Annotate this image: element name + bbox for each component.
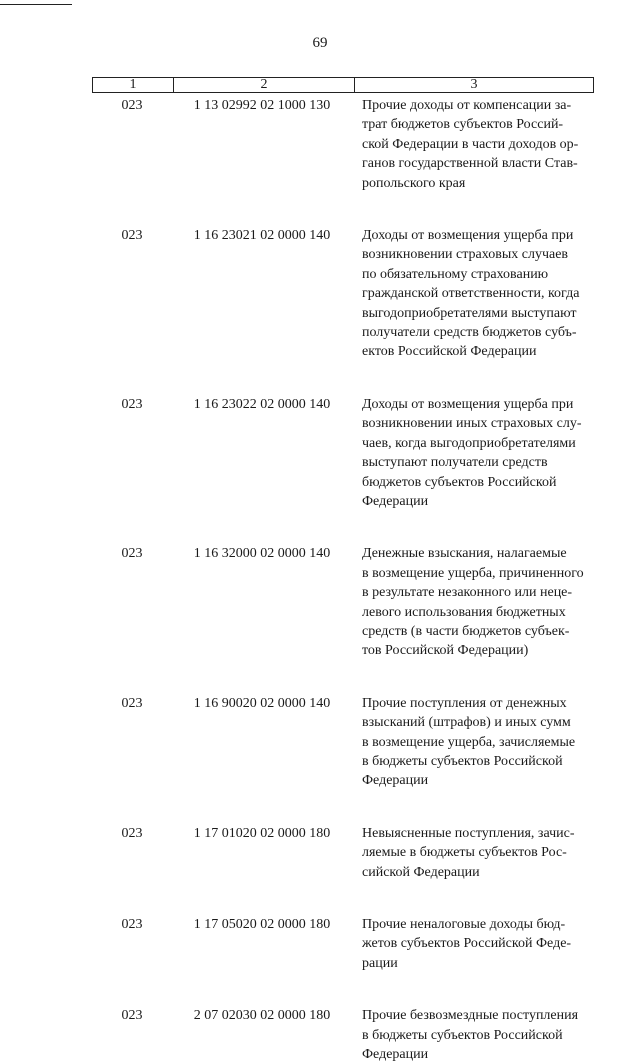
description-cell: Прочие неналоговые доходы бюд- жетов субъектов Российской Феде- рации — [362, 917, 572, 971]
description-cell: Денежные взыскания, налагаемые в возмещение ущерба, причиненного в результате незаконного или неце- левого использования бюджетных средств (в части бюджетов субъек- тов Российской Федерации) — [362, 546, 584, 659]
kbk-code-cell: 1 16 23022 02 0000 140 — [193, 396, 331, 412]
column-header-3: 3 — [470, 77, 478, 92]
admin-code-cell: 023 — [121, 546, 143, 562]
table-row — [92, 1006, 594, 1064]
table-row — [92, 96, 594, 193]
admin-code-cell: 023 — [121, 228, 143, 244]
kbk-code-cell: 1 17 01020 02 0000 180 — [193, 825, 331, 841]
description-cell: Прочие доходы от компенсации за- трат бюджетов субъектов Россий- ской Федерации в части доходов ор- ганов государственной власти Став- ропольского края — [362, 98, 579, 191]
admin-code-cell: 023 — [121, 1008, 143, 1024]
column-header-2: 2 — [174, 78, 355, 92]
corner-mark-line — [0, 4, 72, 5]
description-cell: Прочие поступления от денежных взысканий (штрафов) и иных сумм в возмещение ущерба, зачисляемые в бюджеты субъектов Российской Федерации — [362, 695, 576, 789]
table-row — [92, 544, 594, 660]
table-body — [92, 96, 594, 1064]
description-cell: Доходы от возмещения ущерба при возникновении страховых случаев по обязательному страхованию гражданской ответственности, когда выгодоприобретателями выступают получатели средств бюджетов субъ- ектов Российской Федерации — [362, 228, 580, 360]
admin-code-cell: 023 — [121, 917, 143, 932]
kbk-code-cell: 2 07 02030 02 0000 180 — [193, 1008, 331, 1024]
description-cell: Невыясненные поступления, зачис- ляемые в бюджеты субъектов Рос- сийской Федерации — [362, 825, 575, 880]
column-header-1: 1 — [93, 78, 174, 92]
description-cell: Доходы от возмещения ущерба при возникновении иных страховых слу- чаев, когда выгодоприобретателями выступают получатели средств бюджетов субъектов Российской Федерации — [362, 396, 582, 509]
kbk-code-cell: 1 16 90020 02 0000 140 — [193, 695, 331, 711]
table-row — [92, 395, 594, 511]
kbk-code-cell: 1 16 23021 02 0000 140 — [193, 228, 331, 244]
admin-code-cell: 023 — [121, 825, 143, 841]
description-cell: Прочие безвозмездные поступления в бюджеты субъектов Российской Федерации — [362, 1008, 579, 1063]
admin-code-cell: 023 — [121, 396, 143, 412]
kbk-code-cell: 1 17 05020 02 0000 180 — [193, 917, 331, 932]
kbk-code-cell: 1 16 32000 02 0000 140 — [193, 546, 331, 562]
table-row — [92, 915, 594, 973]
table-row — [92, 824, 594, 882]
admin-code-cell: 023 — [121, 695, 143, 711]
kbk-code-cell: 1 13 02992 02 1000 130 — [193, 98, 331, 113]
table-column-header — [92, 77, 594, 93]
table-row — [92, 226, 594, 362]
table-row — [92, 694, 594, 791]
admin-code-cell: 023 — [121, 98, 143, 113]
page-number: 69 — [312, 35, 328, 51]
